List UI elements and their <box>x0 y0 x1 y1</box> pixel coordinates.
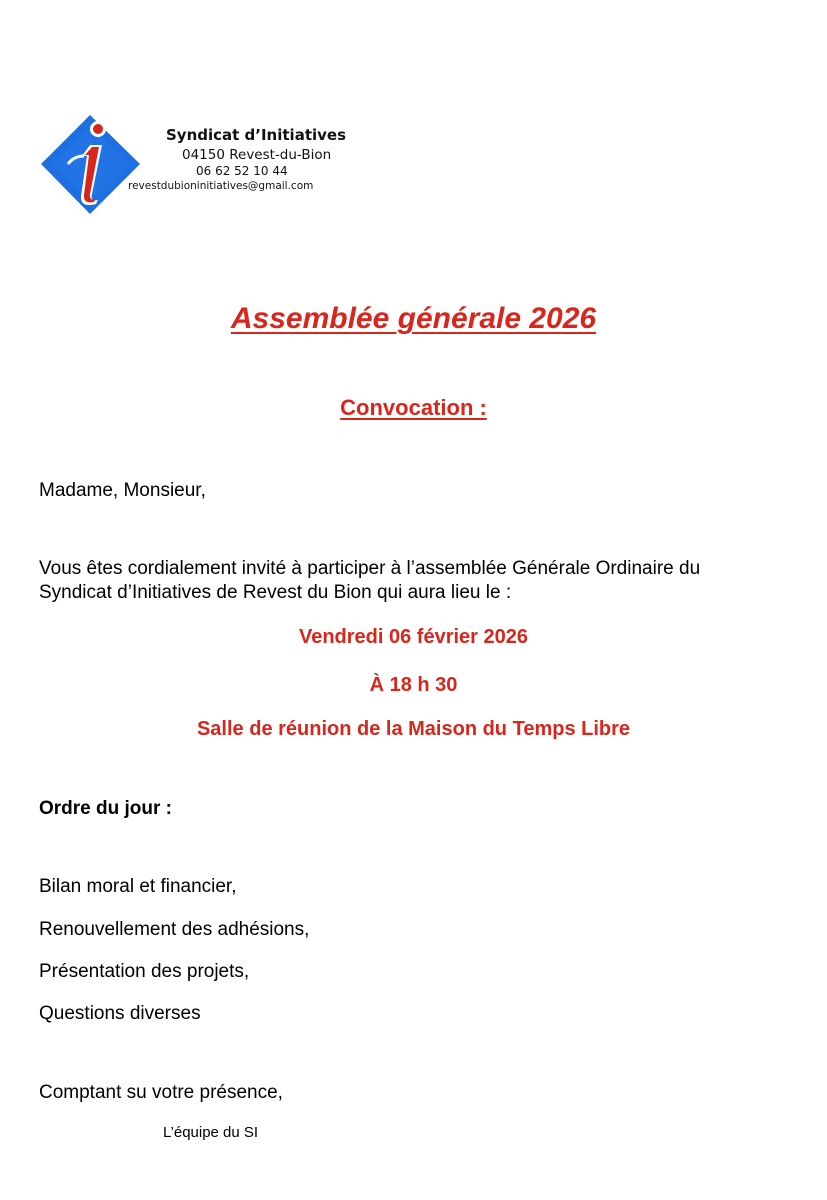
info-logo-icon <box>38 112 143 217</box>
organization-name: Syndicat d’Initiatives <box>166 126 347 144</box>
event-time: À 18 h 30 <box>369 674 458 696</box>
agenda-heading: Ordre du jour : <box>39 798 172 819</box>
agenda-item: Bilan moral et financier, <box>39 876 237 897</box>
agenda-item: Questions diverses <box>39 1003 201 1024</box>
organization-logo <box>38 112 347 217</box>
intro-line-1: Vous êtes cordialement invité à participer à l’assemblée Générale Ordinaire du <box>39 558 701 579</box>
organization-email: revestdubioninitiatives@gmail.com <box>128 180 314 192</box>
organization-address: 04150 Revest-du-Bion <box>182 147 332 163</box>
event-date: Vendredi 06 février 2026 <box>298 626 529 648</box>
document-subtitle: Convocation : <box>340 395 487 420</box>
organization-phone: 06 62 52 10 44 <box>196 164 288 178</box>
document-title: Assemblée générale 2026 <box>230 302 597 335</box>
signature: L’équipe du SI <box>163 1124 259 1141</box>
agenda-item: Renouvellement des adhésions, <box>39 919 310 940</box>
greeting: Madame, Monsieur, <box>39 480 206 501</box>
event-place: Salle de réunion de la Maison du Temps Libre <box>196 718 631 740</box>
agenda-item: Présentation des projets, <box>39 961 250 982</box>
intro-line-2: Syndicat d’Initiatives de Revest du Bion qui aura lieu le : <box>39 582 512 603</box>
closing-text: Comptant su votre présence, <box>39 1082 283 1103</box>
